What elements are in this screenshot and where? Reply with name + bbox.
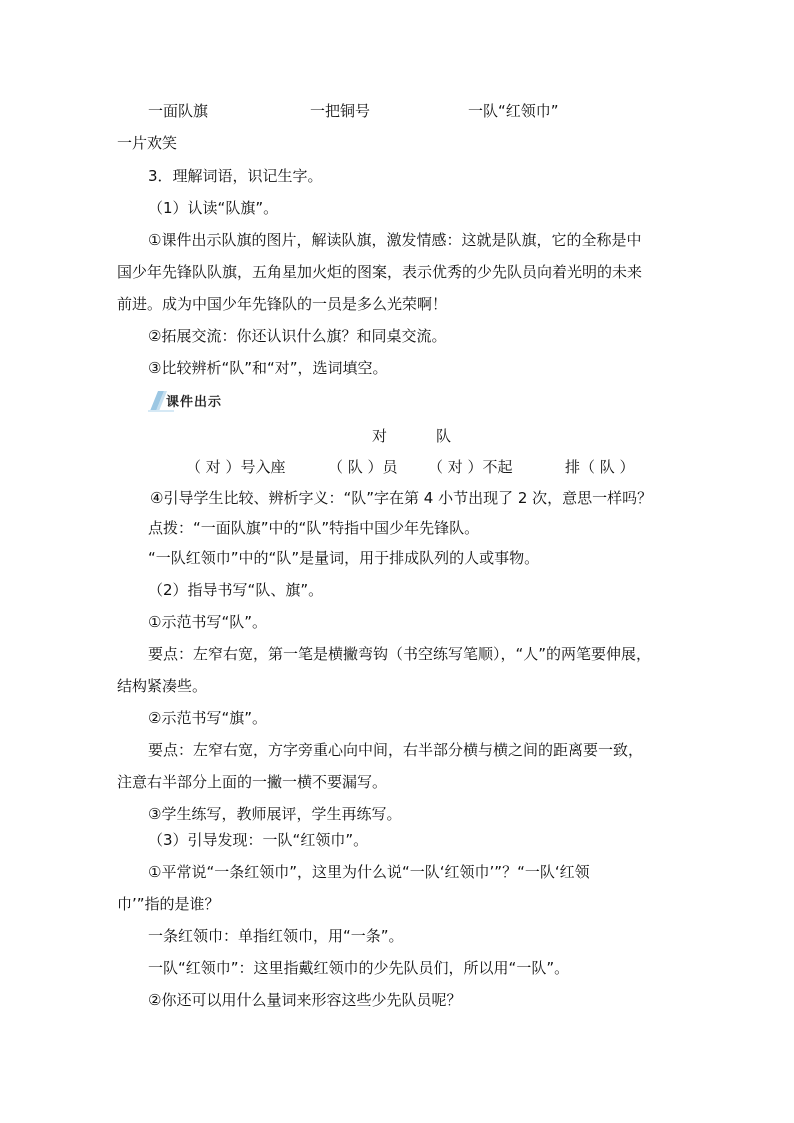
paragraph-line: ③比较辨析“队”和“对”，选词填空。	[148, 359, 388, 377]
paragraph-line: “一队红领巾”中的“队”是量词，用于排成队列的人或事物。	[148, 549, 540, 567]
fill-blank-item: （ 队 ）员	[328, 458, 398, 476]
word-item: 一面队旗	[148, 102, 209, 120]
paragraph-line: 巾’”指的是谁？	[117, 895, 220, 913]
paragraph-line: ④引导学生比较、辨析字义：“队”字在第 4 小节出现了 2 次，意思一样吗？	[150, 489, 653, 507]
word-item: 一队“红领巾”	[468, 102, 559, 120]
paragraph-line: ①平常说“一条红领巾”，这里为什么说“一队‘红领巾’”？“一队‘红领	[148, 863, 590, 881]
paragraph-line: 要点：左窄右宽，第一笔是横撇弯钩（书空练写笔顺），“人”的两笔要伸展，	[148, 645, 652, 663]
paragraph-line: ②示范书写“旗”。	[148, 709, 267, 727]
paragraph-line: 要点：左窄右宽，方字旁重心向中间，右半部分横与横之间的距离要一致，	[148, 741, 644, 759]
word-item: 一把铜号	[310, 102, 371, 120]
subsection-heading: （2）指导书写“队、旗”。	[148, 581, 324, 599]
word-option: 队	[436, 427, 452, 445]
paragraph-line: ①示范书写“队”。	[148, 613, 267, 631]
subsection-heading: （3）引导发现：一队“红领巾”。	[148, 831, 369, 849]
paragraph-line: 点拨：“一面队旗”中的“队”特指中国少年先锋队。	[148, 519, 480, 537]
paragraph-line: 前进。成为中国少年先锋队的一员是多么光荣啊！	[117, 295, 448, 313]
paragraph-line: 注意右半部分上面的一撇一横不要漏写。	[117, 773, 388, 791]
paragraph-line: 一队“红领巾”：这里指戴红领巾的少先队员们，所以用“一队”。	[148, 959, 570, 977]
fill-blank-item: 排（ 队 ）	[565, 458, 635, 476]
paragraph-line: 结构紧凑些。	[117, 677, 208, 695]
paragraph-line: 国少年先锋队队旗，五角星加火炬的图案，表示优秀的少先队员向着光明的未来	[117, 263, 643, 281]
paragraph-line: ③学生练写，教师展评，学生再练写。	[148, 805, 402, 823]
banner-label: 课件出示	[166, 395, 223, 410]
word-item: 一片欢笑	[117, 134, 178, 152]
paragraph-line: ①课件出示队旗的图片，解读队旗，激发情感：这就是队旗，它的全称是中	[148, 231, 642, 249]
section-heading: 3．理解词语，识记生字。	[148, 167, 323, 185]
fill-blank-item: （ 对 ）不起	[428, 458, 513, 476]
subsection-heading: （1）认读“队旗”。	[148, 199, 279, 217]
courseware-banner	[148, 389, 258, 413]
fill-blank-item: （ 对 ）号入座	[186, 458, 286, 476]
paragraph-line: 一条红领巾：单指红领巾，用“一条”。	[148, 927, 404, 945]
paragraph-line: ②你还可以用什么量词来形容这些少先队员呢？	[148, 991, 462, 1009]
paragraph-line: ②拓展交流：你还认识什么旗？和同桌交流。	[148, 327, 447, 345]
word-option: 对	[372, 427, 388, 445]
